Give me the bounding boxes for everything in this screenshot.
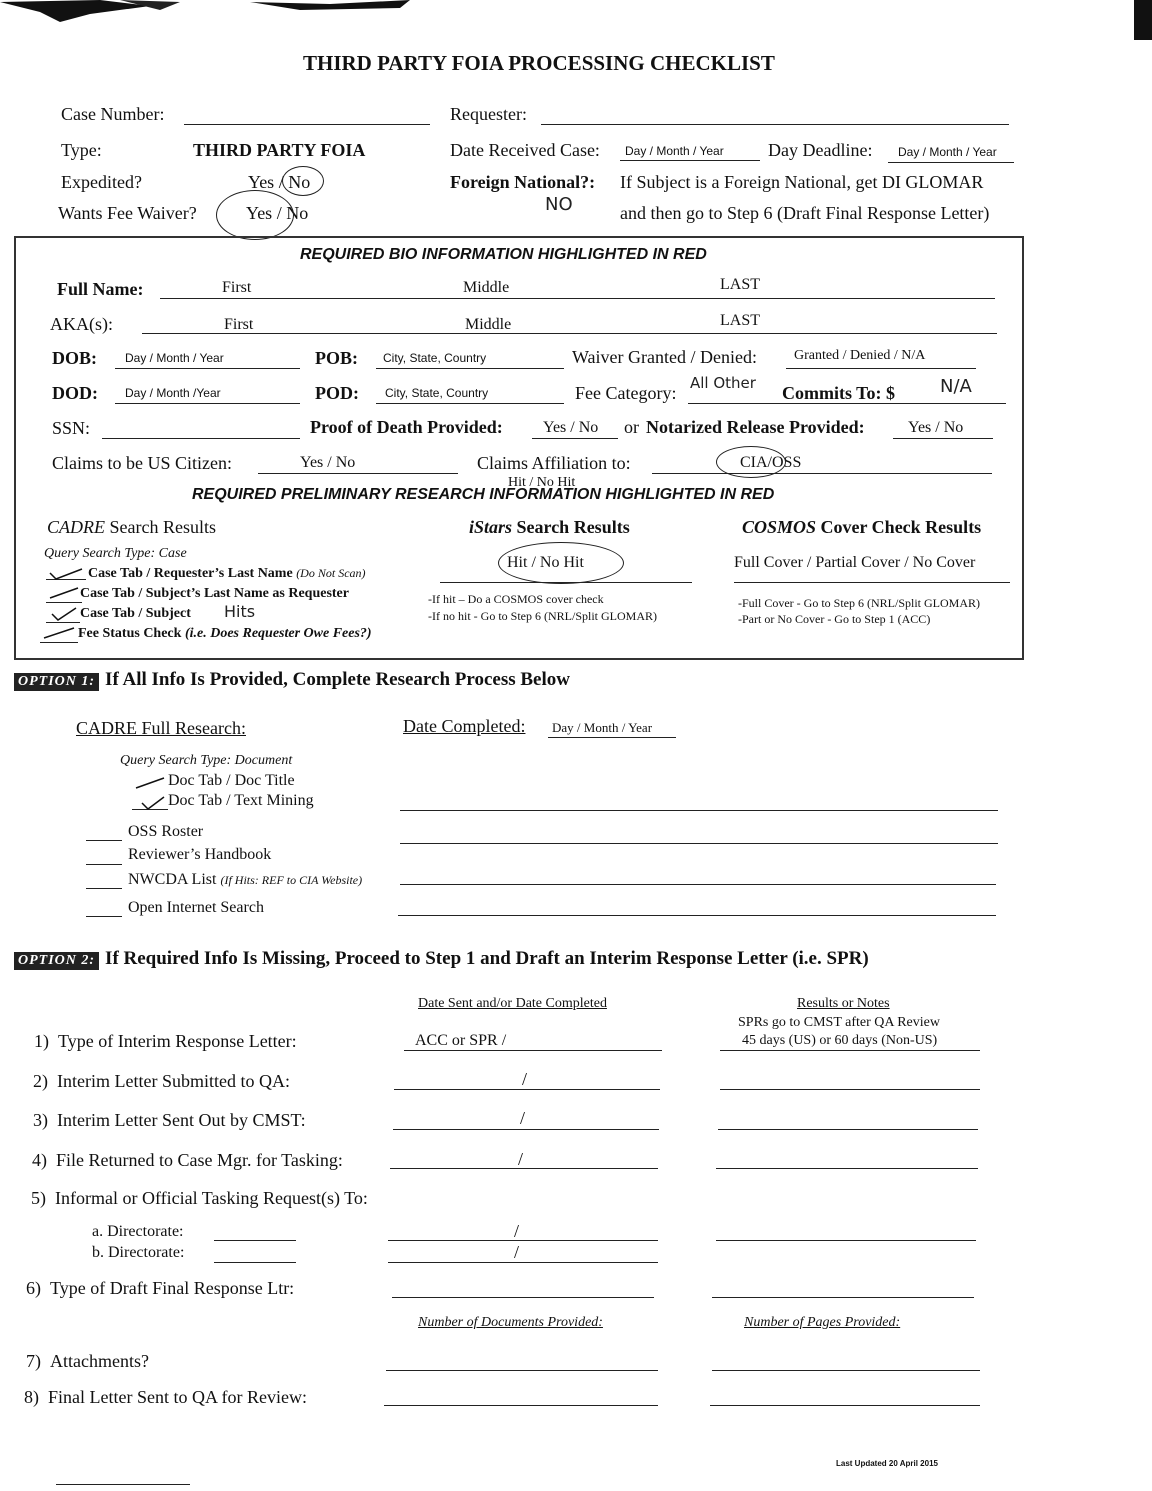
- step-4-num: 4): [32, 1150, 47, 1170]
- fee-waiver-value[interactable]: Yes / No: [246, 203, 309, 223]
- cadre-item-1-note: (Do Not Scan): [296, 566, 366, 580]
- cadre-item-4-checkbox[interactable]: [40, 624, 78, 643]
- commits-handwritten: N/A: [940, 376, 972, 397]
- affiliation-label: Claims Affiliation to:: [477, 453, 631, 473]
- foreign-handwritten: NO: [545, 194, 573, 215]
- step-8: [24, 1387, 307, 1408]
- step-4-notes-field[interactable]: [716, 1168, 978, 1169]
- step-4-date-field[interactable]: [390, 1168, 658, 1169]
- cosmos-value[interactable]: Full Cover / Partial Cover / No Cover: [734, 554, 976, 571]
- cadre-title-rest: Search Results: [105, 517, 216, 537]
- step-2-date: /: [522, 1069, 528, 1089]
- istars-hit-circle: [498, 542, 624, 584]
- step-8-docs-field[interactable]: [384, 1405, 658, 1406]
- pob-label: POB:: [315, 348, 358, 368]
- nwcda-list: [128, 871, 362, 889]
- requester-label: Requester:: [450, 104, 527, 124]
- step-6-text: Type of Draft Final Response Ltr:: [50, 1278, 295, 1298]
- aka-last: LAST: [720, 312, 760, 329]
- date-received-value: Day / Month / Year: [625, 144, 724, 158]
- step-3-num: 3): [33, 1110, 48, 1130]
- doc-item-1: Doc Tab / Doc Title: [168, 772, 295, 789]
- cadre-item-1: [88, 566, 366, 582]
- foreign-text1: If Subject is a Foreign National, get DI GLOMAR: [620, 172, 984, 192]
- dod-field[interactable]: [115, 403, 300, 404]
- step-7-num: 7): [26, 1351, 41, 1371]
- cadre-item-4: [78, 626, 372, 642]
- ssn-field[interactable]: [102, 438, 300, 439]
- step-5a-notes-field[interactable]: [716, 1240, 976, 1241]
- step-3-date-field[interactable]: [393, 1129, 659, 1130]
- istars-field[interactable]: [440, 582, 692, 583]
- pob-field[interactable]: [376, 368, 564, 369]
- ssn-label: SSN:: [52, 418, 91, 438]
- full-name-middle: Middle: [463, 279, 510, 296]
- cadre-title-italic: CADRE: [47, 517, 105, 537]
- step-7-text: Attachments?: [50, 1351, 149, 1371]
- istars-value[interactable]: Hit / No Hit: [507, 554, 584, 571]
- step-2: [33, 1071, 290, 1092]
- oss-roster: OSS Roster: [128, 823, 204, 840]
- date-completed-value: Day / Month / Year: [552, 720, 653, 735]
- cosmos-search-title: [742, 517, 981, 538]
- full-name-field[interactable]: [160, 298, 995, 299]
- cosmos-title-rest: Cover Check Results: [816, 517, 982, 537]
- foreign-text2: and then go to Step 6 (Draft Final Response Letter): [620, 203, 990, 223]
- affiliation-field[interactable]: [652, 473, 992, 474]
- or-label: or: [624, 417, 639, 437]
- oss-roster-notes[interactable]: [400, 843, 998, 844]
- check-mark-icon: [132, 793, 168, 811]
- full-name-label: Full Name:: [57, 279, 144, 299]
- step-4-date: /: [518, 1149, 524, 1169]
- aka-middle: Middle: [465, 316, 512, 333]
- cadre-item-3: Case Tab / Subject: [80, 606, 191, 621]
- waiver-field[interactable]: [786, 368, 976, 369]
- step-6-notes-field[interactable]: [712, 1297, 974, 1298]
- nwcda-note: (If Hits: REF to CIA Website): [220, 873, 363, 887]
- pod-value: City, State, Country: [385, 386, 489, 400]
- step-8-text: Final Letter Sent to QA for Review:: [48, 1387, 307, 1407]
- doc-notes-field-1[interactable]: [400, 810, 998, 811]
- citizen-label: Claims to be US Citizen:: [52, 453, 232, 473]
- step-5b-field[interactable]: [214, 1262, 296, 1263]
- affiliation-value[interactable]: CIA/OSS: [740, 454, 802, 471]
- fee-category-handwritten: All Other: [690, 374, 756, 392]
- date-received-label: Date Received Case:: [450, 140, 600, 160]
- cadre-item-3-handwritten: Hits: [224, 602, 256, 621]
- step-1-date[interactable]: ACC or SPR /: [415, 1032, 507, 1049]
- option2-label: OPTION 2:: [14, 952, 99, 970]
- step-3-text: Interim Letter Sent Out by CMST:: [57, 1110, 306, 1130]
- doc-item-1-checkbox[interactable]: [132, 774, 168, 790]
- scan-edge-mark: [1134, 0, 1152, 40]
- proof-value[interactable]: Yes / No: [543, 419, 599, 436]
- dob-field[interactable]: [115, 368, 300, 369]
- istars-note1: -If hit – Do a COSMOS cover check: [428, 592, 604, 606]
- check-mark-icon: [46, 604, 80, 622]
- date-received-field[interactable]: [620, 160, 760, 161]
- prelim-heading: REQUIRED PRELIMINARY RESEARCH INFORMATION HIGHLIGHTED IN RED: [192, 486, 775, 503]
- deadline-field[interactable]: [888, 162, 1014, 163]
- open-internet-checkbox[interactable]: [86, 916, 122, 917]
- bio-heading: REQUIRED BIO INFORMATION HIGHLIGHTED IN RED: [300, 246, 707, 263]
- reviewers-handbook: Reviewer’s Handbook: [128, 846, 272, 863]
- step-1-notes-field[interactable]: [720, 1050, 980, 1051]
- expedited-value[interactable]: Yes / No: [248, 172, 311, 192]
- dod-value: Day / Month /Year: [125, 386, 221, 400]
- step-8-pages-field[interactable]: [710, 1405, 980, 1406]
- notarized-value[interactable]: Yes / No: [908, 419, 964, 436]
- citizen-field[interactable]: [258, 473, 458, 474]
- doc-item-2: Doc Tab / Text Mining: [168, 792, 314, 809]
- check-mark-icon: [40, 624, 78, 642]
- pod-field[interactable]: [376, 403, 564, 404]
- check-mark-icon: [132, 774, 168, 792]
- doc-query-type: Query Search Type: Document: [120, 753, 293, 768]
- fee-waiver-yes-circle: [216, 190, 294, 240]
- istars-title-italic: iStars: [469, 517, 513, 537]
- cadre-search-title: [47, 517, 216, 538]
- step-1: [34, 1031, 297, 1052]
- expedited-no-circle: [282, 166, 324, 196]
- cadre-item-4-note: (i.e. Does Requester Owe Fees?): [184, 626, 372, 641]
- fee-commits-field[interactable]: [688, 403, 1006, 404]
- waiver-value: Granted / Denied / N/A: [794, 348, 926, 363]
- foreign-label: Foreign National?:: [450, 172, 596, 192]
- fee-waiver-label: Wants Fee Waiver?: [58, 203, 197, 223]
- istars-title-rest: Search Results: [512, 517, 630, 537]
- step-1-text: Type of Interim Response Letter:: [58, 1031, 297, 1051]
- commits-label: Commits To: $: [782, 383, 896, 403]
- step-2-date-field[interactable]: [394, 1089, 660, 1090]
- cadre-item-2: Case Tab / Subject’s Last Name as Requester: [80, 586, 349, 601]
- pob-value: City, State, Country: [383, 351, 487, 365]
- aka-label: AKA(s):: [50, 314, 113, 334]
- open-internet-search: Open Internet Search: [128, 899, 264, 916]
- cosmos-note1: -Full Cover - Go to Step 6 (NRL/Split GLOMAR): [738, 596, 980, 610]
- option2-heading-text: If Required Info Is Missing, Proceed to Step 1 and Draft an Interim Response Letter (i.e. SPR): [105, 948, 869, 969]
- option2-heading: [14, 948, 869, 970]
- scan-smudge: [0, 0, 420, 14]
- step-5a: a. Directorate:: [92, 1223, 184, 1240]
- pod-label: POD:: [315, 383, 359, 403]
- step-4-text: File Returned to Case Mgr. for Tasking:: [56, 1150, 343, 1170]
- step-5b-date: /: [514, 1242, 520, 1262]
- deadline-label: Day Deadline:: [768, 140, 873, 160]
- step-2-num: 2): [33, 1071, 48, 1091]
- step-8-num: 8): [24, 1387, 39, 1407]
- notarized-label: Notarized Release Provided:: [646, 417, 865, 437]
- step-3: [33, 1110, 306, 1131]
- cadre-item-3-checkbox[interactable]: [46, 604, 80, 623]
- cosmos-field[interactable]: [734, 582, 1010, 583]
- cosmos-note2: -Part or No Cover - Go to Step 1 (ACC): [738, 612, 931, 626]
- step-5b: b. Directorate:: [92, 1244, 185, 1261]
- step-6: [26, 1278, 294, 1299]
- type-label: Type:: [61, 140, 102, 160]
- step-5-num: 5): [31, 1188, 46, 1208]
- step-6-date-field[interactable]: [392, 1297, 654, 1298]
- expedited-label: Expedited?: [61, 172, 142, 192]
- col-results-header: Results or Notes: [797, 996, 890, 1011]
- cadre-item-4-text: Fee Status Check: [78, 626, 182, 641]
- step-7-pages-field[interactable]: [712, 1370, 980, 1371]
- step-2-notes-field[interactable]: [720, 1089, 980, 1090]
- aka-first: First: [224, 316, 254, 333]
- option1-heading: [14, 669, 570, 691]
- full-name-last: LAST: [720, 276, 760, 293]
- dob-label: DOB:: [52, 348, 97, 368]
- cadre-item-1-checkbox[interactable]: [46, 563, 86, 580]
- step-4: [32, 1150, 343, 1171]
- overlap-text: Hit / No Hit: [508, 475, 576, 490]
- deadline-value: Day / Month / Year: [898, 145, 997, 159]
- col-date-header: Date Sent and/or Date Completed: [418, 996, 607, 1011]
- step-3-date: /: [520, 1108, 526, 1128]
- step-5a-date-field[interactable]: [388, 1240, 658, 1241]
- step-5b-date-field[interactable]: [388, 1262, 658, 1263]
- doc-item-2-checkbox[interactable]: [132, 793, 168, 810]
- istars-search-title: [469, 517, 630, 538]
- page-title: THIRD PARTY FOIA PROCESSING CHECKLIST: [303, 51, 775, 75]
- num-docs-label: Number of Documents Provided:: [418, 1315, 603, 1330]
- nwcda-notes[interactable]: [400, 884, 996, 885]
- check-mark-icon: [46, 584, 82, 602]
- istars-note2: -If no hit - Go to Step 6 (NRL/Split GLOMAR): [428, 609, 657, 623]
- bottom-signature-line: [56, 1484, 190, 1485]
- citizen-value[interactable]: Yes / No: [300, 454, 356, 471]
- full-name-first: First: [222, 279, 252, 296]
- notarized-field[interactable]: [893, 438, 993, 439]
- step-6-num: 6): [26, 1278, 41, 1298]
- case-number-label: Case Number:: [61, 104, 165, 124]
- option1-label: OPTION 1:: [14, 673, 99, 691]
- step-2-text: Interim Letter Submitted to QA:: [57, 1071, 290, 1091]
- step-5a-date: /: [514, 1221, 520, 1241]
- oss-roster-checkbox[interactable]: [86, 840, 122, 841]
- step-1-num: 1): [34, 1031, 49, 1051]
- step-7: [26, 1351, 149, 1372]
- proof-field[interactable]: [532, 438, 618, 439]
- step-1-note1: SPRs go to CMST after QA Review: [738, 1015, 940, 1030]
- aka-field[interactable]: [142, 333, 997, 334]
- date-completed-label: Date Completed:: [403, 716, 526, 736]
- handbook-checkbox[interactable]: [86, 864, 122, 865]
- dod-label: DOD:: [52, 383, 98, 403]
- nwcda-checkbox[interactable]: [86, 888, 122, 889]
- step-7-docs-field[interactable]: [386, 1370, 658, 1371]
- step-1-note2: 45 days (US) or 60 days (Non-US): [742, 1033, 938, 1048]
- cadre-query-type: Query Search Type: Case: [44, 546, 187, 561]
- nwcda-text: NWCDA List: [128, 871, 217, 888]
- waiver-label: Waiver Granted / Denied:: [572, 347, 757, 367]
- cadre-item-2-checkbox[interactable]: [46, 584, 82, 603]
- type-value: THIRD PARTY FOIA: [193, 140, 366, 160]
- cosmos-title-italic: COSMOS: [742, 517, 817, 537]
- cadre-full-research: CADRE Full Research:: [76, 718, 246, 738]
- step-3-notes-field[interactable]: [718, 1129, 978, 1130]
- cadre-item-1-text: Case Tab / Requester’s Last Name: [88, 566, 293, 581]
- option1-heading-text: If All Info Is Provided, Complete Research Process Below: [105, 669, 570, 690]
- step-5-text: Informal or Official Tasking Request(s) To:: [55, 1188, 368, 1208]
- date-completed-field[interactable]: [548, 737, 676, 738]
- step-5: [31, 1188, 368, 1209]
- dob-value: Day / Month / Year: [125, 351, 224, 365]
- open-internet-notes[interactable]: [398, 915, 996, 916]
- step-5a-field[interactable]: [214, 1240, 296, 1241]
- num-pages-label: Number of Pages Provided:: [744, 1315, 901, 1330]
- last-updated: Last Updated 20 April 2015: [836, 1459, 938, 1468]
- check-mark-icon: [46, 563, 86, 581]
- proof-label: Proof of Death Provided:: [310, 417, 503, 437]
- case-number-field[interactable]: [184, 124, 430, 125]
- requester-field[interactable]: [541, 124, 1009, 125]
- fee-category-label: Fee Category:: [575, 383, 677, 403]
- step-1-date-field[interactable]: [404, 1050, 662, 1051]
